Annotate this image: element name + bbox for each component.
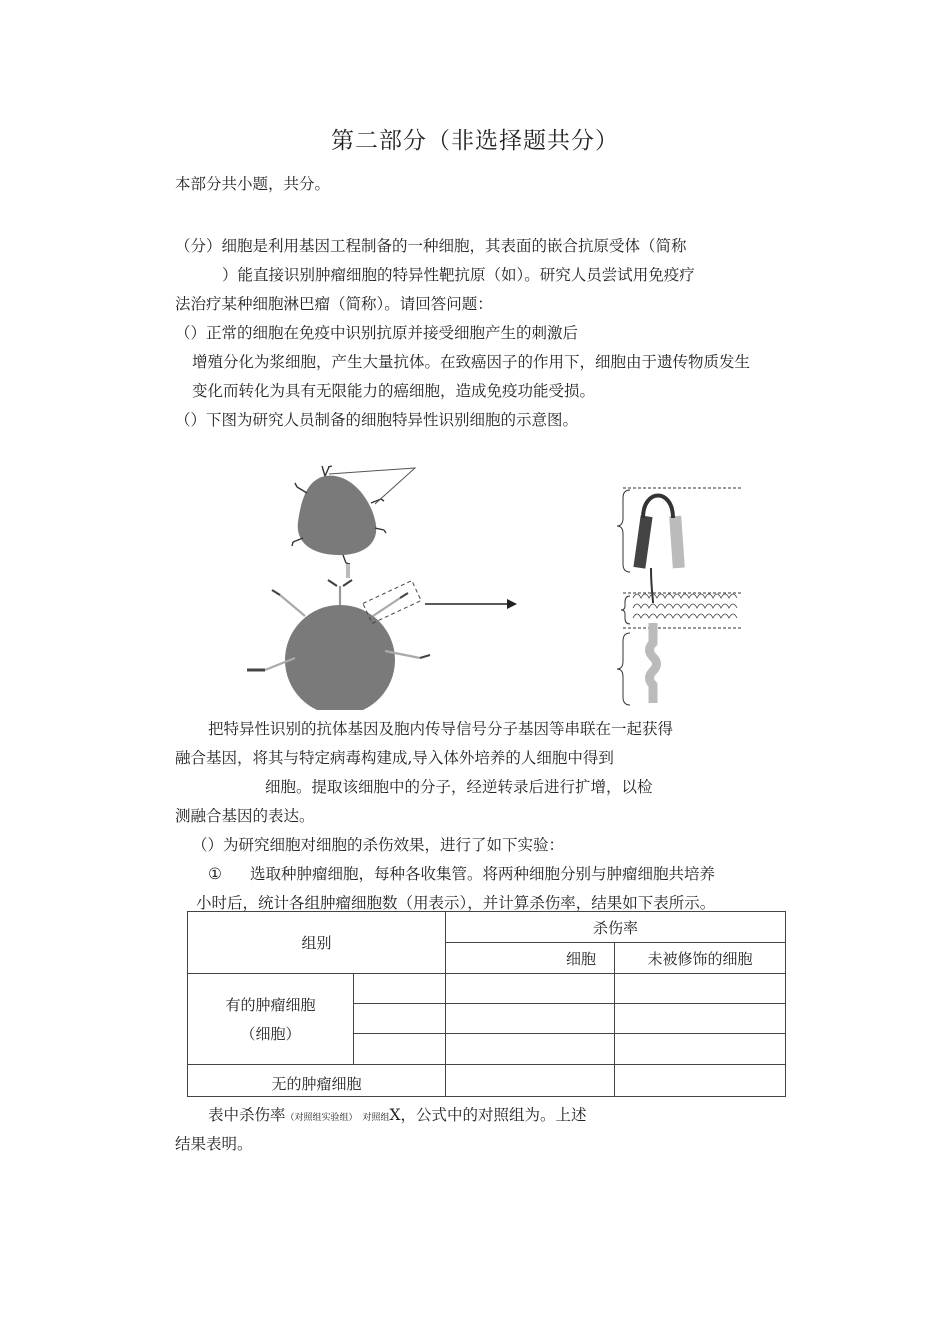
- dark-chain: [633, 515, 652, 568]
- question-line-1: （分）细胞是利用基因工程制备的一种细胞，其表面的嵌合抗原受体（简称: [175, 237, 687, 255]
- page-title: 第二部分（非选择题共分）: [331, 128, 619, 154]
- formula-denominator: 对照组: [362, 1113, 390, 1123]
- header-kill-rate: 杀伤率: [446, 912, 786, 943]
- col-header-unmodified-cell: 未被修饰的细胞: [615, 943, 786, 974]
- part2-line-4: 细胞。提取该细胞中的分子，经逆转录后进行扩增，以检: [265, 778, 653, 796]
- brace-membrane: [621, 596, 630, 624]
- car-t-cell: [285, 605, 395, 710]
- formula-prefix: 表中杀伤率: [208, 1106, 286, 1124]
- results-table: [187, 911, 786, 1097]
- table-cell: [354, 1034, 446, 1065]
- question-line-2: ）能直接识别肿瘤细胞的特异性靶抗原（如）。研究人员尝试用免疫疗: [222, 266, 695, 284]
- section-intro: 本部分共小题，共分。: [175, 175, 331, 193]
- spacer-mark: [346, 564, 350, 578]
- formula-conclusion: 结果表明。: [175, 1135, 253, 1153]
- part3-line-1: （）为研究细胞对细胞的杀伤效果，进行了如下实验：: [192, 836, 565, 854]
- part1-line-1: （）正常的细胞在免疫中识别抗原并接受细胞产生的刺激后: [175, 324, 579, 342]
- part2-line-2: 把特异性识别的抗体基因及胞内传导信号分子基因等串联在一起获得: [208, 720, 674, 738]
- formula-line: [208, 1105, 587, 1128]
- step-marker: ①: [208, 865, 222, 883]
- row-group-negative: 无的肿瘤细胞: [188, 1065, 446, 1097]
- row-group-positive-line1: 有的肿瘤细胞: [225, 996, 316, 1014]
- arrow-head-icon: [507, 599, 517, 609]
- row-group-positive: [188, 974, 354, 1065]
- brace-extracellular: [617, 490, 630, 572]
- table-cell: [446, 974, 615, 1004]
- brace-intracellular: [617, 633, 630, 705]
- part2-line-1: （）下图为研究人员制备的细胞特异性识别细胞的示意图。: [175, 411, 579, 429]
- header-group: 组别: [188, 912, 446, 974]
- table-cell: [615, 1065, 786, 1097]
- table-cell: [446, 1004, 615, 1034]
- part2-line-5: 测融合基因的表达。: [175, 807, 315, 825]
- table-cell: [354, 1004, 446, 1034]
- table-cell: [446, 1034, 615, 1065]
- table-cell: [615, 1034, 786, 1065]
- formula-numerator: （对照组实验组）: [285, 1113, 358, 1123]
- part3-line-2: 选取种肿瘤细胞，每种各收集管。将两种细胞分别与肿瘤细胞共培养: [250, 865, 716, 883]
- row-group-positive-line2: （细胞）: [240, 1025, 301, 1043]
- col-header-cell: 细胞: [446, 943, 615, 974]
- car-structure-detail: [617, 488, 743, 705]
- formula-suffix: X，公式中的对照组为。上述: [389, 1106, 587, 1124]
- table-cell: [615, 974, 786, 1004]
- part1-line-3: 变化而转化为具有无限能力的癌细胞，造成免疫功能受损。: [192, 382, 596, 400]
- part1-line-2: 增殖分化为浆细胞，产生大量抗体。在致癌因子的作用下，细胞由于遗传物质发生: [192, 353, 751, 371]
- table-cell: [446, 1065, 615, 1097]
- part2-line-3: 融合基因，将其与特定病毒构建成,导入体外培养的人细胞中得到: [175, 749, 614, 767]
- table-cell: [354, 974, 446, 1004]
- upper-cell: [298, 476, 377, 555]
- question-line-3: 法治疗某种细胞淋巴瘤（简称）。请回答问题：: [175, 295, 493, 313]
- table-cell: [615, 1004, 786, 1034]
- cell-schematic-figure: [225, 458, 755, 710]
- light-chain: [669, 516, 685, 569]
- signal-domain: [650, 623, 657, 703]
- membrane-bilayer: [633, 594, 737, 618]
- part3-line-3: 小时后，统计各组肿瘤细胞数（用表示），并计算杀伤率，结果如下表所示。: [196, 894, 716, 912]
- linker: [643, 496, 673, 519]
- hinge: [651, 568, 653, 603]
